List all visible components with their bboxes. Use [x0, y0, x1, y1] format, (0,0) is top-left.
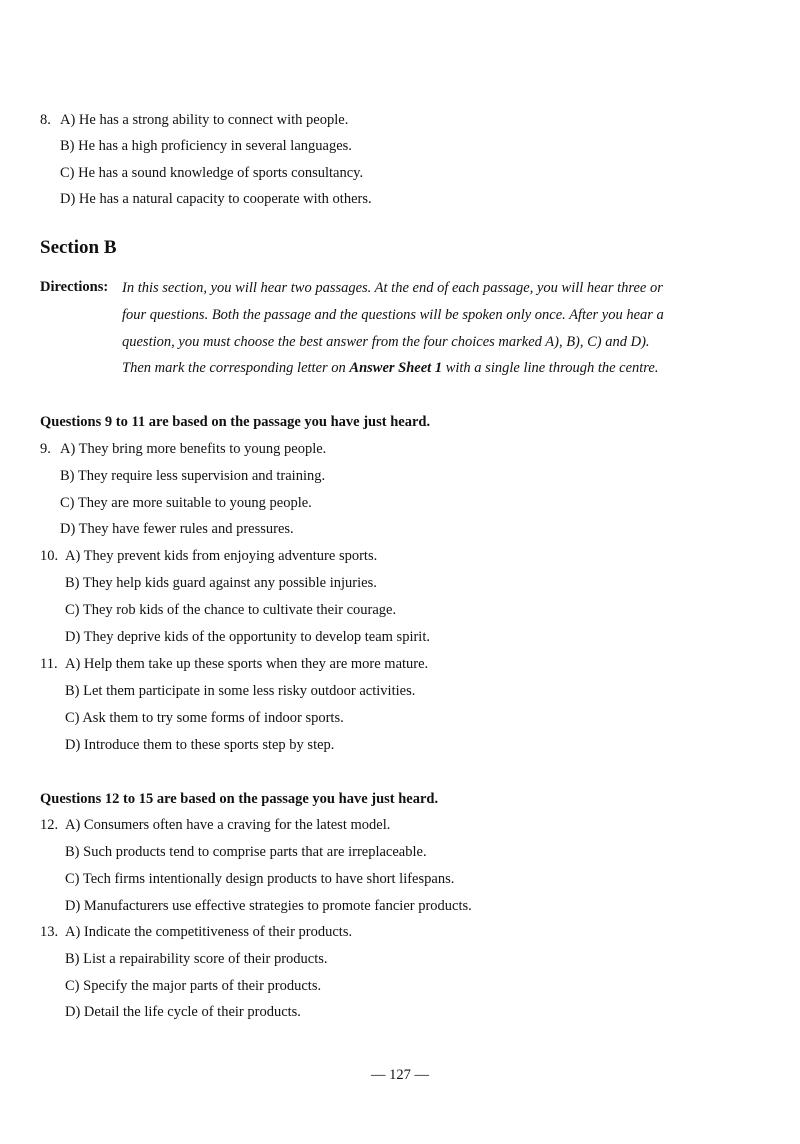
q8-option-d: D) He has a natural capacity to cooperate with others.: [60, 191, 372, 207]
section-title: Section B: [40, 237, 117, 258]
q11-number: 11.: [40, 656, 58, 672]
q11-option-d: D) Introduce them to these sports step by step.: [65, 737, 335, 753]
q8-option-b: B) He has a high proficiency in several languages.: [60, 138, 352, 154]
q10-option-b: B) They help kids guard against any possible injuries.: [65, 575, 377, 591]
q12-option-b: B) Such products tend to comprise parts that are irreplaceable.: [65, 844, 427, 860]
q12-option-d: D) Manufacturers use effective strategies to promote fancier products.: [65, 898, 472, 914]
q13-option-d: D) Detail the life cycle of their products.: [65, 1004, 301, 1020]
q10-number: 10.: [40, 548, 59, 564]
directions-line-2: four questions. Both the passage and the questions will be spoken only once. After you hear a: [122, 307, 664, 323]
q13-number: 13.: [40, 924, 59, 940]
directions-line-3: question, you must choose the best answer from the four choices marked A), B), C) and D).: [122, 334, 650, 350]
q11-option-c: C) Ask them to try some forms of indoor sports.: [65, 710, 344, 726]
q9-number: 9.: [40, 441, 51, 457]
q12-number: 12.: [40, 817, 59, 833]
q8-option-a: 8. A) He has a strong ability to connect with people.: [40, 112, 349, 128]
group2-heading: Questions 12 to 15 are based on the passage you have just heard.: [40, 791, 439, 807]
q11-option-a: 11. A) Help them take up these sports when they are more mature.: [40, 656, 429, 672]
q9-option-c: C) They are more suitable to young people.: [60, 495, 312, 511]
group1-heading: Questions 9 to 11 are based on the passage you have just heard.: [40, 414, 431, 430]
directions-line-4: Then mark the corresponding letter on Answer Sheet 1 with a single line through the centre.: [122, 360, 659, 376]
q13-option-a: 13. A) Indicate the competitiveness of their products.: [40, 924, 353, 940]
q10-option-d: D) They deprive kids of the opportunity to develop team spirit.: [65, 629, 430, 645]
q12-option-c: C) Tech firms intentionally design products to have short lifespans.: [65, 871, 455, 887]
q13-option-c: C) Specify the major parts of their products.: [65, 978, 322, 994]
q10-option-c: C) They rob kids of the chance to cultivate their courage.: [65, 602, 397, 618]
q13-option-b: B) List a repairability score of their products.: [65, 951, 328, 967]
answer-sheet-ref: Answer Sheet 1: [349, 360, 443, 376]
page-number: — 127 —: [371, 1067, 429, 1083]
q9-option-a: 9. A) They bring more benefits to young people.: [40, 441, 327, 457]
q9-option-b: B) They require less supervision and training.: [60, 468, 326, 484]
directions-line-1: In this section, you will hear two passages. At the end of each passage, you will hear three or: [122, 280, 663, 296]
q9-option-d: D) They have fewer rules and pressures.: [60, 521, 294, 537]
q8-option-c: C) He has a sound knowledge of sports consultancy.: [60, 165, 364, 181]
q11-option-b: B) Let them participate in some less risky outdoor activities.: [65, 683, 416, 699]
q12-option-a: 12. A) Consumers often have a craving for the latest model.: [40, 817, 391, 833]
q10-option-a: 10. A) They prevent kids from enjoying adventure sports.: [40, 548, 378, 564]
q8-number: 8.: [40, 112, 51, 128]
directions-label: Directions:: [40, 279, 109, 295]
